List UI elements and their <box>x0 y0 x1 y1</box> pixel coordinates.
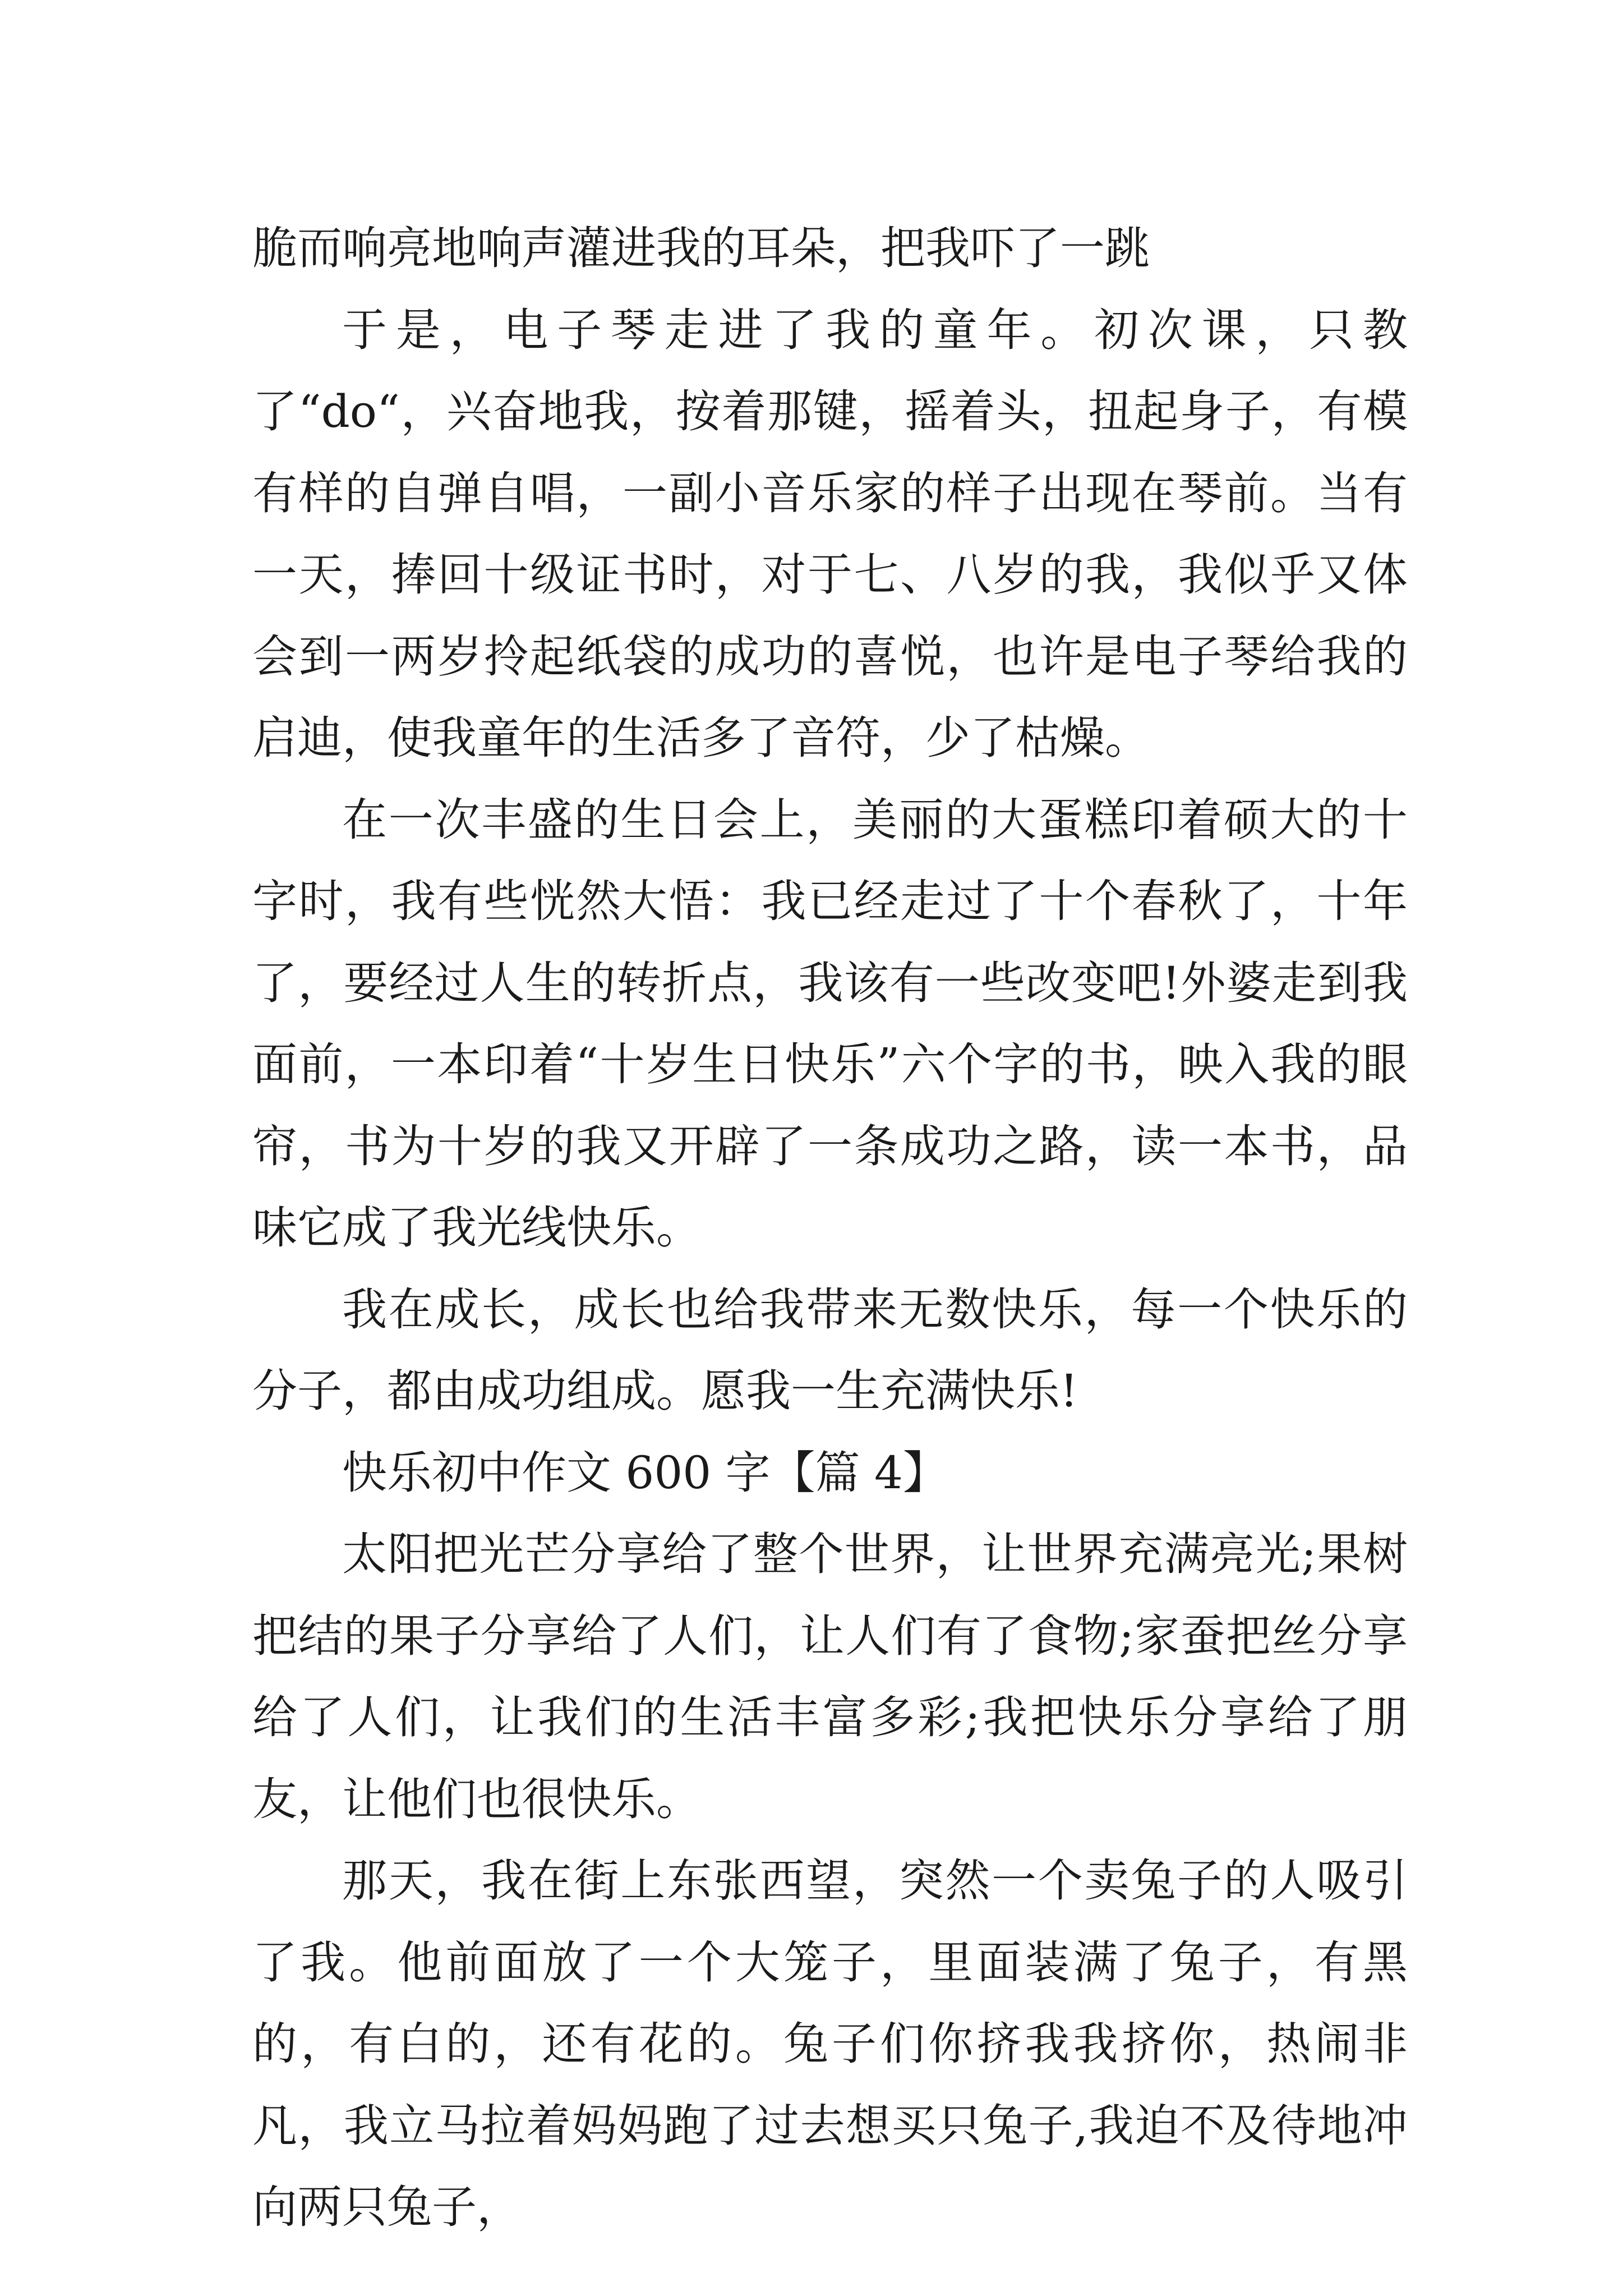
paragraph-rabbit-seller: 那天，我在街上东张西望，突然一个卖兔子的人吸引了我。他前面放了一个大笼子，里面装满了兔子，有黑的，有白的，还有花的。兔子们你挤我我挤你，热闹非凡，我立马拉着妈妈跑了过去想买只兔子,我迫不及待地冲向两只兔子， <box>252 1855 1408 2233</box>
paragraph-sharing: 太阳把光芒分享给了整个世界，让世界充满亮光;果树把结的果子分享给了人们，让人们有了食物;家蚕把丝分享给了人们，让我们的生活丰富多彩;我把快乐分享给了朋友，让他们也很快乐。 <box>252 1528 1408 1825</box>
paragraph-birthday: 在一次丰盛的生日会上，美丽的大蛋糕印着硕大的十字时，我有些恍然大悟：我已经走过了十个春秋了，十年了，要经过人生的转折点，我该有一些改变吧!外婆走到我面前，一本印着“十岁生日快乐”六个字的书，映入我的眼帘，书为十岁的我又开辟了一条成功之路，读一本书，品味它成了我光线快乐。 <box>252 793 1408 1254</box>
essay-heading: 快乐初中作文 600 字【篇 4】 <box>342 1446 948 1499</box>
paragraph-continuation: 脆而响亮地响声灌进我的耳朵，把我吓了一跳 <box>252 222 1150 274</box>
paragraph-electronic-keyboard: 于是，电子琴走进了我的童年。初次课，只教了“do“，兴奋地我，按着那键，摇着头，扭起身子，有模有样的自弹自唱，一副小音乐家的样子出现在琴前。当有一天，捧回十级证书时，对于七、八岁的我，我似乎又体会到一两岁拎起纸袋的成功的喜悦，也许是电子琴给我的启迪，使我童年的生活多了音符，少了枯燥。 <box>252 303 1408 764</box>
document-body <box>252 208 1408 2248</box>
paragraph-growing-up: 我在成长，成长也给我带来无数快乐，每一个快乐的分子，都由成功组成。愿我一生充满快乐! <box>252 1283 1408 1417</box>
